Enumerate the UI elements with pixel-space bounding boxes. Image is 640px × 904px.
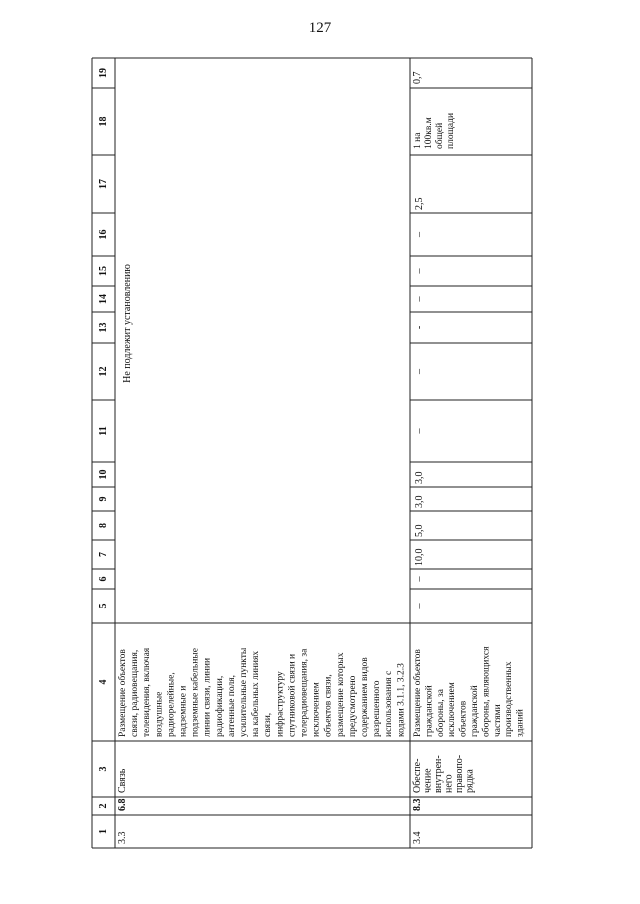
row2-col18: общей [435, 122, 445, 149]
row2-col4: Размещение объектов [413, 649, 423, 737]
row1-col4: связи, радиовещания, [130, 649, 141, 737]
row1-col2: 6.8 [117, 798, 128, 811]
column-header: 6 [98, 576, 109, 582]
column-header: 9 [98, 496, 109, 502]
row2-col4: объектов [458, 700, 469, 737]
column-header: 7 [98, 552, 109, 557]
row2-col1: 3.4 [412, 831, 423, 844]
row1-col4: усилительные пункты [239, 647, 249, 737]
column-header: 4 [98, 679, 109, 685]
row1-col4: использования с [384, 670, 395, 737]
column-header: 5 [98, 603, 109, 609]
row1-col4: связи, [263, 712, 274, 737]
row2-col18: 100кв.м [424, 117, 434, 149]
row1-col4: инфраструктуру [275, 671, 286, 737]
row1-col4: предусмотрено [347, 675, 358, 737]
column-header: 2 [98, 803, 109, 809]
row1-merged-note: Не подлежит установлению [122, 264, 133, 383]
column-header: 8 [98, 523, 109, 528]
row2-col4: исключением [447, 682, 458, 737]
row2-col3: чение [422, 768, 434, 793]
row1-col4: исключением [311, 682, 322, 737]
row2-col3: внутрен- [433, 755, 444, 793]
row1-col4: телерадиовещания, за [299, 648, 310, 737]
row2-c6: – [414, 576, 425, 582]
row2-c12: – [414, 369, 425, 374]
column-header: 3 [98, 766, 109, 772]
row2-col4: гражданской [424, 685, 435, 737]
row1-col3: Связь [117, 768, 128, 793]
row2-c13: - [414, 325, 425, 330]
row2-col4: зданий [515, 709, 526, 737]
page-number: 127 [308, 20, 332, 36]
row1-col4: телевидения, включая [142, 647, 153, 737]
row1-col4: содержанием видов [360, 657, 370, 737]
row2-col19: 0,7 [412, 71, 423, 84]
row1-col4: линии связи, линии [202, 657, 213, 737]
row2-c11: – [414, 428, 425, 434]
row1-col4: объектов связи, [323, 674, 334, 737]
row2-col4: обороны, за [435, 688, 446, 737]
row2-c8: 5,0 [414, 524, 425, 537]
column-header: 15 [98, 266, 109, 276]
row2-c9: 3,0 [414, 495, 425, 508]
row1-col4: Размещение объектов [118, 649, 128, 737]
row1-col4: кодами 3.1.1, 3.2.3 [396, 663, 407, 737]
row2-c17: 2,5 [414, 197, 425, 210]
row2-col3: Обеспе- [412, 758, 423, 793]
row2-c14: – [414, 296, 425, 302]
row1-col4: разрешенного [372, 680, 383, 737]
row2-c7: 10,0 [414, 548, 425, 566]
row2-col4: частями [492, 704, 503, 737]
row2-c16: – [414, 232, 425, 237]
column-header: 11 [98, 426, 109, 436]
column-header: 19 [98, 68, 109, 78]
row1-col4: радиофикации, [214, 675, 225, 737]
column-header: 18 [98, 116, 109, 127]
column-header: 14 [98, 294, 109, 304]
row2-c10: 3,0 [414, 471, 425, 484]
row2-col4: гражданской [470, 685, 480, 737]
row2-c5: – [414, 603, 425, 609]
row2-col4: обороны, являющихся [481, 646, 492, 737]
column-header: 10 [98, 469, 109, 480]
row1-col4: радиорелейные, [166, 672, 177, 737]
row1-col1: 3.3 [117, 831, 128, 844]
row1-col4: размещение которых [335, 652, 346, 737]
row2-col18: площади [446, 112, 456, 149]
row2-col18: 1 на [413, 132, 423, 149]
column-header: 17 [98, 179, 109, 189]
column-header: 16 [98, 229, 109, 240]
row2-col4: производственных [504, 661, 515, 737]
row2-col3: рядка [464, 769, 476, 793]
row1-col4: антенные поля, [226, 674, 237, 737]
row1-col4: спутниковой связи и [287, 653, 298, 737]
row2-col2: 8.3 [412, 798, 423, 811]
row2-c15: – [414, 268, 425, 274]
row2-col3: правопо- [454, 754, 465, 793]
row1-col4: на кабельных линиях [251, 650, 262, 737]
row1-col4: подземные кабельные [190, 648, 201, 737]
row2-col3: него [443, 774, 455, 793]
table-body [92, 58, 532, 848]
column-header: 1 [98, 829, 109, 834]
row1-col4: надземные и [178, 685, 189, 737]
column-header: 12 [98, 366, 109, 377]
row1-col4: воздушные [154, 691, 165, 737]
column-header: 13 [98, 322, 109, 333]
